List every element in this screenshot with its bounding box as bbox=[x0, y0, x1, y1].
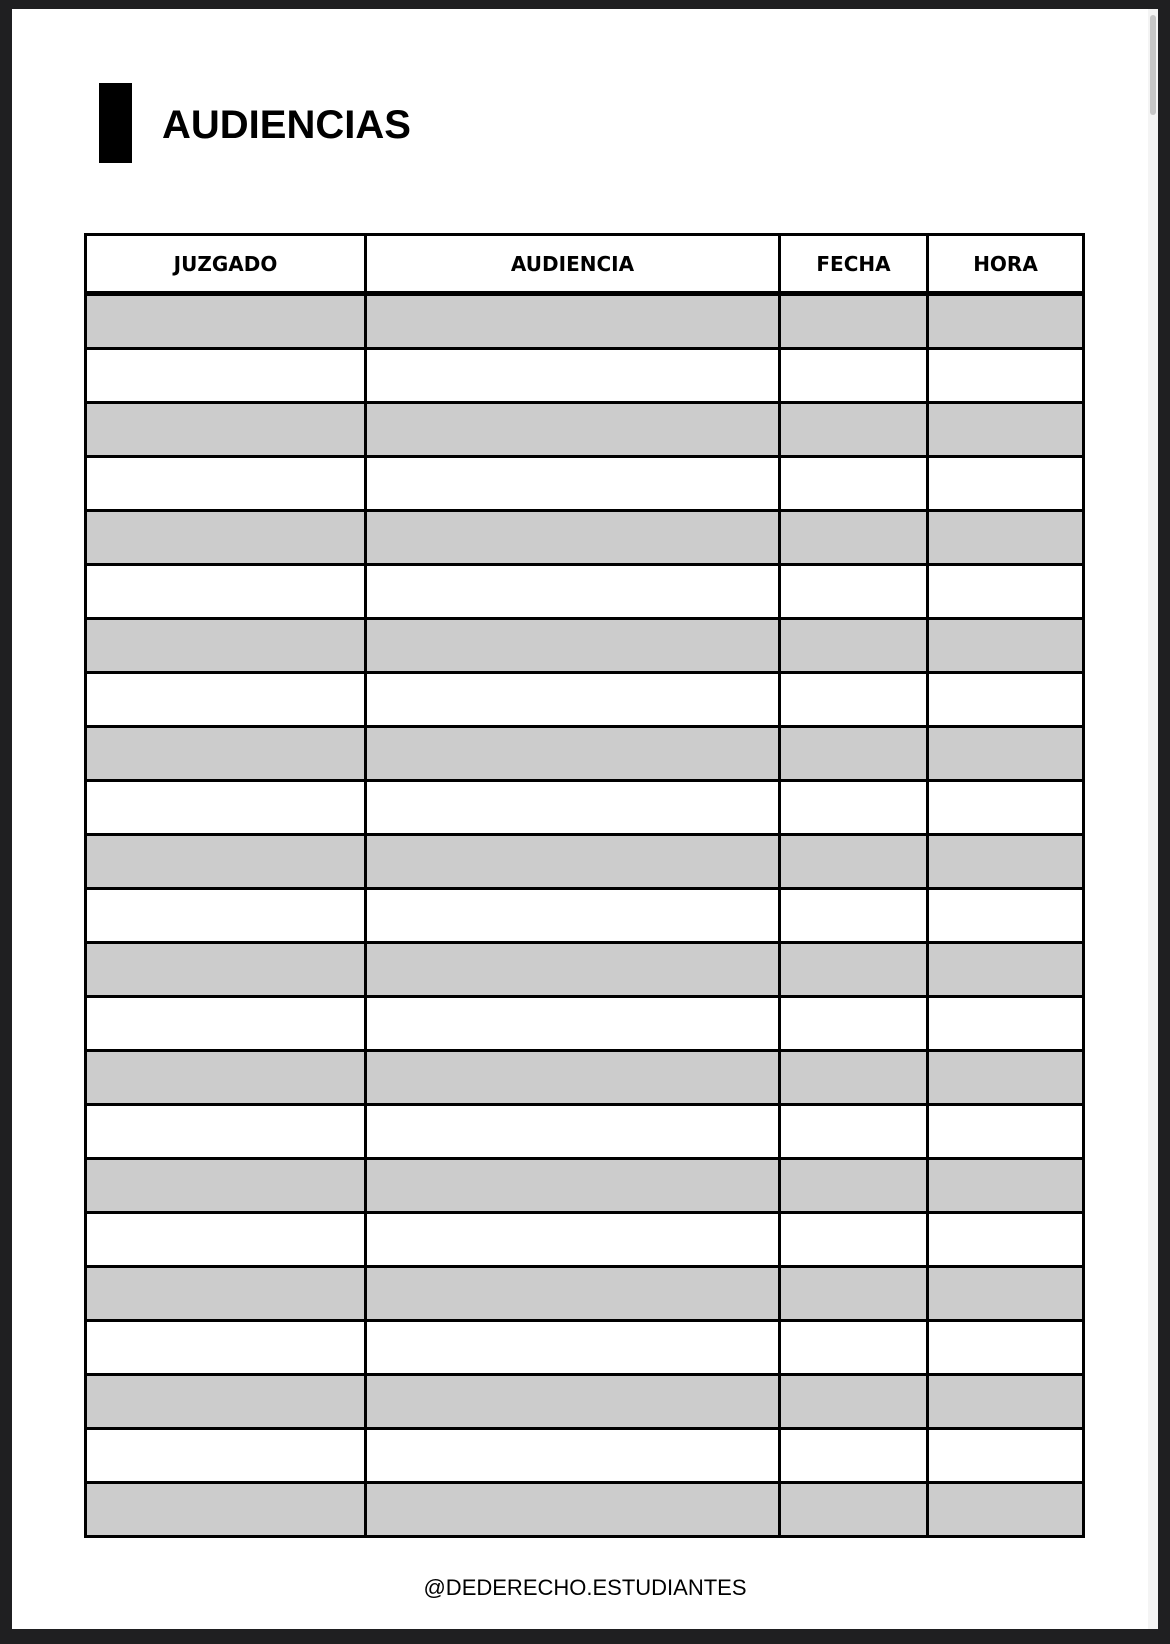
cell-hora[interactable] bbox=[928, 1483, 1084, 1537]
cell-juzgado[interactable] bbox=[86, 565, 366, 619]
footer-handle: @DEDERECHO.ESTUDIANTES bbox=[423, 1575, 747, 1600]
cell-juzgado[interactable] bbox=[86, 1483, 366, 1537]
cell-juzgado[interactable] bbox=[86, 1375, 366, 1429]
cell-fecha[interactable] bbox=[780, 943, 928, 997]
cell-hora[interactable] bbox=[928, 511, 1084, 565]
cell-juzgado[interactable] bbox=[86, 781, 366, 835]
cell-fecha[interactable] bbox=[780, 727, 928, 781]
cell-fecha[interactable] bbox=[780, 619, 928, 673]
cell-hora[interactable] bbox=[928, 781, 1084, 835]
cell-juzgado[interactable] bbox=[86, 943, 366, 997]
table-row bbox=[86, 619, 1084, 673]
cell-fecha[interactable] bbox=[780, 1483, 928, 1537]
cell-hora[interactable] bbox=[928, 673, 1084, 727]
cell-hora[interactable] bbox=[928, 1105, 1084, 1159]
cell-hora[interactable] bbox=[928, 1429, 1084, 1483]
hearings-table bbox=[84, 233, 1085, 1538]
table-row bbox=[86, 1105, 1084, 1159]
table-row bbox=[86, 511, 1084, 565]
cell-juzgado[interactable] bbox=[86, 1429, 366, 1483]
cell-juzgado[interactable] bbox=[86, 1321, 366, 1375]
cell-hora[interactable] bbox=[928, 403, 1084, 457]
cell-juzgado[interactable] bbox=[86, 673, 366, 727]
cell-hora[interactable] bbox=[928, 1213, 1084, 1267]
cell-audiencia[interactable] bbox=[366, 349, 780, 403]
cell-juzgado[interactable] bbox=[86, 511, 366, 565]
cell-fecha[interactable] bbox=[780, 835, 928, 889]
cell-fecha[interactable] bbox=[780, 294, 928, 349]
cell-juzgado[interactable] bbox=[86, 835, 366, 889]
cell-hora[interactable] bbox=[928, 1375, 1084, 1429]
table-row bbox=[86, 997, 1084, 1051]
cell-audiencia[interactable] bbox=[366, 1375, 780, 1429]
cell-juzgado[interactable] bbox=[86, 1159, 366, 1213]
cell-fecha[interactable] bbox=[780, 1105, 928, 1159]
title-accent-bar bbox=[99, 83, 132, 163]
cell-fecha[interactable] bbox=[780, 1429, 928, 1483]
cell-audiencia[interactable] bbox=[366, 997, 780, 1051]
table-row bbox=[86, 1375, 1084, 1429]
cell-hora[interactable] bbox=[928, 565, 1084, 619]
cell-audiencia[interactable] bbox=[366, 1483, 780, 1537]
cell-audiencia[interactable] bbox=[366, 673, 780, 727]
cell-audiencia[interactable] bbox=[366, 727, 780, 781]
cell-hora[interactable] bbox=[928, 1321, 1084, 1375]
cell-fecha[interactable] bbox=[780, 1213, 928, 1267]
table-row bbox=[86, 1267, 1084, 1321]
cell-audiencia[interactable] bbox=[366, 1105, 780, 1159]
cell-juzgado[interactable] bbox=[86, 1051, 366, 1105]
table-row bbox=[86, 457, 1084, 511]
cell-juzgado[interactable] bbox=[86, 1213, 366, 1267]
cell-juzgado[interactable] bbox=[86, 1267, 366, 1321]
table-row bbox=[86, 294, 1084, 349]
cell-fecha[interactable] bbox=[780, 1321, 928, 1375]
cell-audiencia[interactable] bbox=[366, 457, 780, 511]
cell-audiencia[interactable] bbox=[366, 619, 780, 673]
column-header-hora: HORA bbox=[928, 235, 1084, 294]
cell-juzgado[interactable] bbox=[86, 1105, 366, 1159]
cell-hora[interactable] bbox=[928, 349, 1084, 403]
scrollbar[interactable] bbox=[1148, 9, 1158, 1629]
cell-juzgado[interactable] bbox=[86, 349, 366, 403]
cell-fecha[interactable] bbox=[780, 997, 928, 1051]
cell-audiencia[interactable] bbox=[366, 1267, 780, 1321]
cell-fecha[interactable] bbox=[780, 1051, 928, 1105]
cell-audiencia[interactable] bbox=[366, 1159, 780, 1213]
cell-hora[interactable] bbox=[928, 619, 1084, 673]
column-header-audiencia: AUDIENCIA bbox=[366, 235, 780, 294]
table-row bbox=[86, 1159, 1084, 1213]
table-row bbox=[86, 835, 1084, 889]
cell-hora[interactable] bbox=[928, 835, 1084, 889]
cell-audiencia[interactable] bbox=[366, 835, 780, 889]
column-header-fecha: FECHA bbox=[780, 235, 928, 294]
cell-fecha[interactable] bbox=[780, 781, 928, 835]
cell-fecha[interactable] bbox=[780, 565, 928, 619]
cell-audiencia[interactable] bbox=[366, 1213, 780, 1267]
column-header-juzgado: JUZGADO bbox=[86, 235, 366, 294]
cell-fecha[interactable] bbox=[780, 403, 928, 457]
cell-juzgado[interactable] bbox=[86, 727, 366, 781]
table-row bbox=[86, 943, 1084, 997]
cell-juzgado[interactable] bbox=[86, 997, 366, 1051]
table-row bbox=[86, 349, 1084, 403]
cell-hora[interactable] bbox=[928, 889, 1084, 943]
cell-fecha[interactable] bbox=[780, 1267, 928, 1321]
table-row bbox=[86, 781, 1084, 835]
table-header-row bbox=[86, 235, 1084, 294]
cell-audiencia[interactable] bbox=[366, 565, 780, 619]
cell-hora[interactable] bbox=[928, 1051, 1084, 1105]
table-body bbox=[86, 294, 1084, 1537]
cell-juzgado[interactable] bbox=[86, 457, 366, 511]
cell-juzgado[interactable] bbox=[86, 403, 366, 457]
cell-fecha[interactable] bbox=[780, 457, 928, 511]
table-row bbox=[86, 1321, 1084, 1375]
cell-juzgado[interactable] bbox=[86, 889, 366, 943]
table-row bbox=[86, 403, 1084, 457]
table-row bbox=[86, 1429, 1084, 1483]
cell-hora[interactable] bbox=[928, 1159, 1084, 1213]
cell-audiencia[interactable] bbox=[366, 889, 780, 943]
cell-audiencia[interactable] bbox=[366, 511, 780, 565]
cell-audiencia[interactable] bbox=[366, 403, 780, 457]
cell-fecha[interactable] bbox=[780, 349, 928, 403]
table-row bbox=[86, 1483, 1084, 1537]
cell-juzgado[interactable] bbox=[86, 294, 366, 349]
cell-audiencia[interactable] bbox=[366, 294, 780, 349]
table-row bbox=[86, 565, 1084, 619]
cell-hora[interactable] bbox=[928, 1267, 1084, 1321]
cell-fecha[interactable] bbox=[780, 1375, 928, 1429]
table-row bbox=[86, 1051, 1084, 1105]
cell-fecha[interactable] bbox=[780, 1159, 928, 1213]
cell-hora[interactable] bbox=[928, 294, 1084, 349]
cell-hora[interactable] bbox=[928, 457, 1084, 511]
cell-hora[interactable] bbox=[928, 943, 1084, 997]
cell-juzgado[interactable] bbox=[86, 619, 366, 673]
cell-hora[interactable] bbox=[928, 997, 1084, 1051]
cell-hora[interactable] bbox=[928, 727, 1084, 781]
table-row bbox=[86, 673, 1084, 727]
cell-audiencia[interactable] bbox=[366, 1429, 780, 1483]
scrollbar-thumb[interactable] bbox=[1150, 15, 1156, 115]
cell-fecha[interactable] bbox=[780, 889, 928, 943]
page-title: AUDIENCIAS bbox=[162, 103, 411, 147]
table-row bbox=[86, 1213, 1084, 1267]
document-page bbox=[12, 9, 1158, 1629]
table-row bbox=[86, 889, 1084, 943]
cell-audiencia[interactable] bbox=[366, 1321, 780, 1375]
cell-fecha[interactable] bbox=[780, 511, 928, 565]
cell-audiencia[interactable] bbox=[366, 943, 780, 997]
cell-fecha[interactable] bbox=[780, 673, 928, 727]
table-row bbox=[86, 727, 1084, 781]
cell-audiencia[interactable] bbox=[366, 781, 780, 835]
cell-audiencia[interactable] bbox=[366, 1051, 780, 1105]
